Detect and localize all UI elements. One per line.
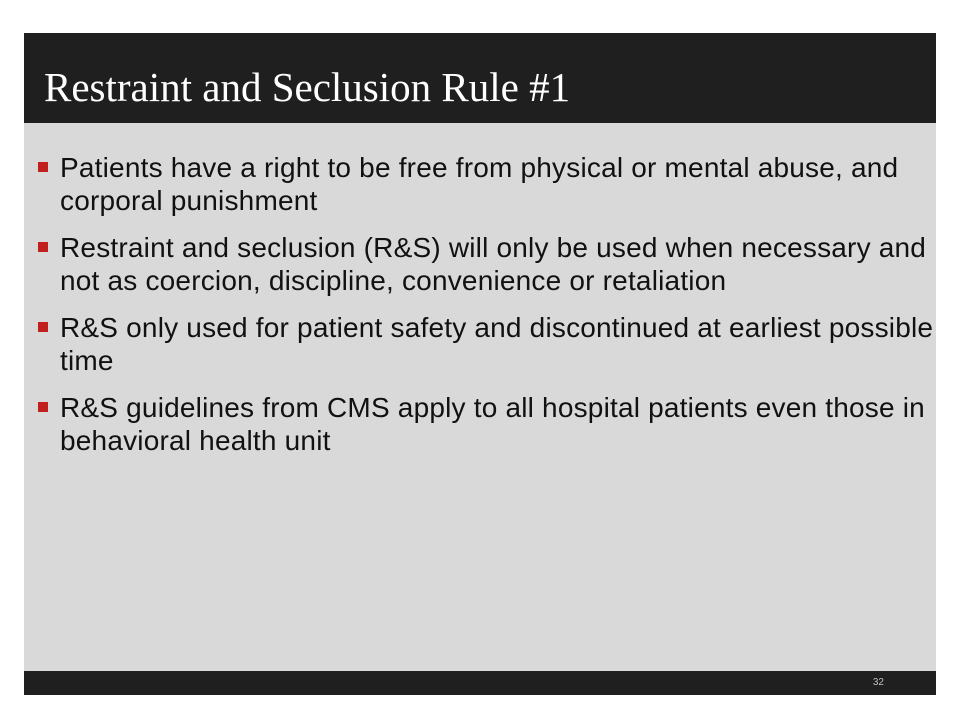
bullet-text: R&S guidelines from CMS apply to all hospital patients even those in behavioral health unit	[60, 392, 925, 456]
title-bar	[24, 33, 936, 123]
bullet-text: Restraint and seclusion (R&S) will only be used when necessary and not as coercion, discipline, convenience or retaliation	[60, 232, 927, 296]
square-bullet-icon	[38, 322, 48, 332]
page-number: 32	[872, 677, 884, 688]
slide-title: Restraint and Seclusion Rule #1	[44, 64, 571, 110]
bullet-item	[36, 311, 936, 377]
bullet-list	[36, 151, 936, 471]
slide	[24, 33, 936, 695]
bullet-text: R&S only used for patient safety and discontinued at earliest possible time	[60, 312, 934, 376]
bullet-item	[36, 391, 936, 457]
square-bullet-icon	[38, 162, 48, 172]
footer-bar	[24, 671, 936, 695]
bullet-item	[36, 231, 936, 297]
bullet-item	[36, 151, 936, 217]
bullet-text: Patients have a right to be free from physical or mental abuse, and corporal punishment	[60, 152, 899, 216]
square-bullet-icon	[38, 402, 48, 412]
square-bullet-icon	[38, 242, 48, 252]
